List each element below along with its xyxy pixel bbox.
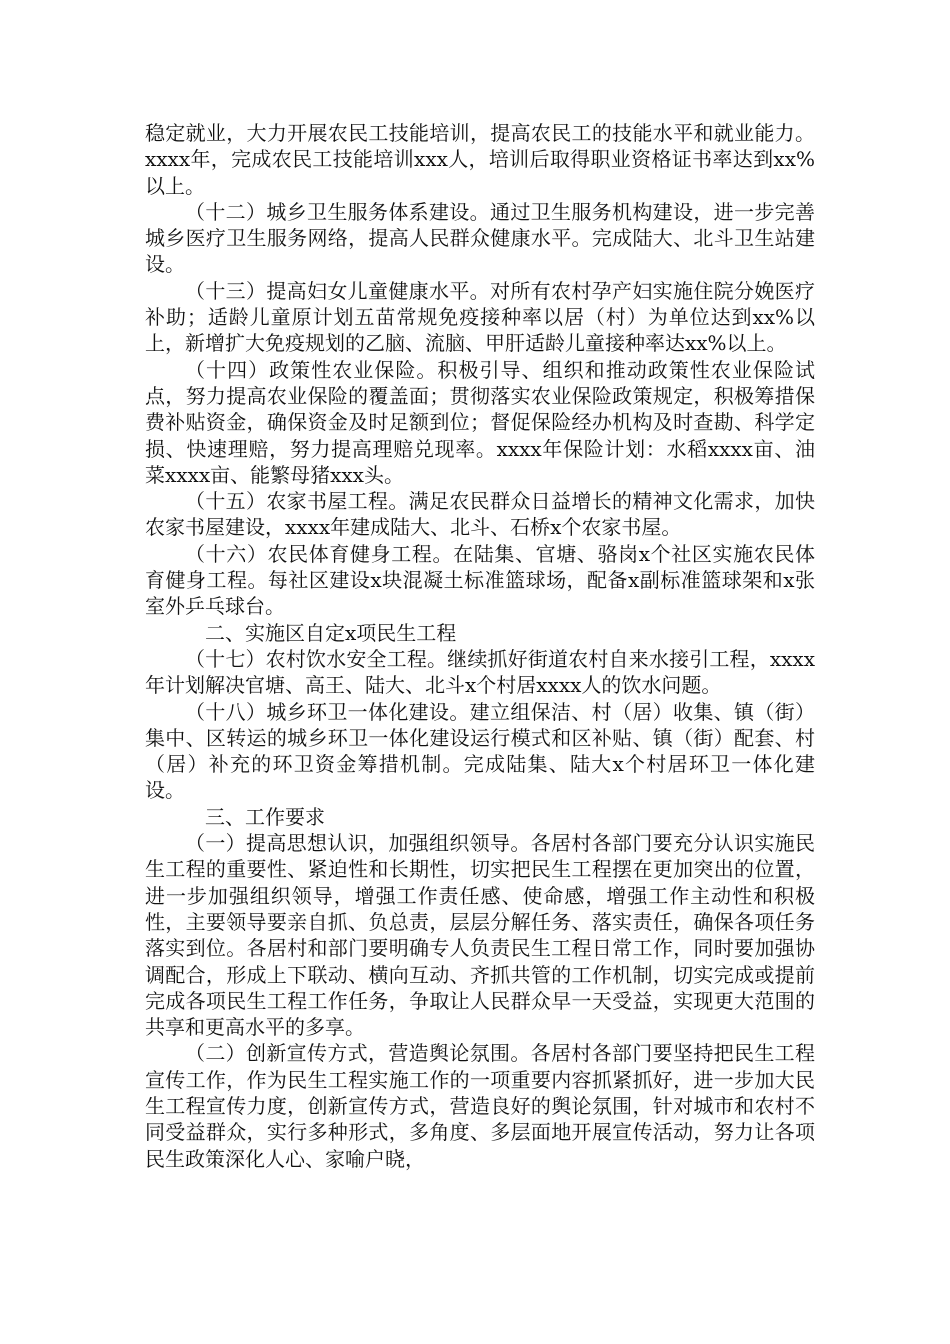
- paragraph-requirement-1: （一）提高思想认识，加强组织领导。各居村各部门要充分认识实施民生工程的重要性、紧迫性和长期性，切实把民生工程摆在更加突出的位置，进一步加强组织领导，增强工作责任感、使命感，增强工作主动性和积极性，主要领导要亲自抓、负总责，层层分解任务、落实责任，确保各项任务落实到位。各居村和部门要明确专人负责民生工程日常工作，同时要加强协调配合，形成上下联动、横向互动、齐抓共管的工作机制，切实完成或提前完成各项民生工程工作任务，争取让人民群众早一天受益，实现更大范围的共享和更高水平的多享。: [145, 831, 815, 1040]
- paragraph-item-12: （十二）城乡卫生服务体系建设。通过卫生服务机构建设，进一步完善城乡医疗卫生服务网络，提高人民群众健康水平。完成陆大、北斗卫生站建设。: [145, 199, 815, 277]
- section-heading-2: 二、实施区自定x项民生工程: [205, 620, 457, 645]
- section-heading-3: 三、工作要求: [205, 804, 325, 829]
- paragraph-item-13: （十三）提高妇女儿童健康水平。对所有农村孕产妇实施住院分娩医疗补助；适龄儿童原计划五苗常规免疫接种率以居（村）为单位达到xx%以上，新增扩大免疫规划的乙脑、流脑、甲肝适龄儿童接种率达xx%以上。: [145, 278, 815, 356]
- paragraph-item-18: （十八）城乡环卫一体化建设。建立组保洁、村（居）收集、镇（街）集中、区转运的城乡环卫一体化建设运行模式和区补贴、镇（街）配套、村（居）补充的环卫资金筹措机制。完成陆集、陆大x个村居环卫一体化建设。: [145, 699, 815, 803]
- paragraph-item-16: （十六）农民体育健身工程。在陆集、官塘、骆岗x个社区实施农民体育健身工程。每社区建设x块混凝土标准篮球场，配备x副标准篮球架和x张室外乒乓球台。: [145, 541, 815, 619]
- paragraph-item-15: （十五）农家书屋工程。满足农民群众日益增长的精神文化需求，加快农家书屋建设，xxxx年建成陆大、北斗、石桥x个农家书屋。: [145, 489, 815, 540]
- paragraph-requirement-2: （二）创新宣传方式，营造舆论氛围。各居村各部门要坚持把民生工程宣传工作，作为民生工程实施工作的一项重要内容抓紧抓好，进一步加大民生工程宣传力度，创新宣传方式，营造良好的舆论氛围，针对城市和农村不同受益群众，实行多种形式，多角度、多层面地开展宣传活动，努力让各项民生政策深化人心、家喻户晓，: [145, 1041, 815, 1171]
- paragraph-continuation: 稳定就业，大力开展农民工技能培训，提高农民工的技能水平和就业能力。xxxx年，完成农民工技能培训xxx人，培训后取得职业资格证书率达到xx%以上。: [145, 121, 815, 198]
- document-body: [145, 120, 815, 1172]
- paragraph-item-17: （十七）农村饮水安全工程。继续抓好街道农村自来水接引工程，xxxx年计划解决官塘、高王、陆大、北斗x个村居xxxx人的饮水问题。: [145, 646, 815, 698]
- paragraph-item-14: （十四）政策性农业保险。积极引导、组织和推动政策性农业保险试点，努力提高农业保险的覆盖面；贯彻落实农业保险政策规定，积极筹措保费补贴资金，确保资金及时足额到位；督促保险经办机构及时查勘、科学定损、快速理赔，努力提高理赔兑现率。xxxx年保险计划：水稻xxxx亩、油菜xxxx亩、能繁母猪xxx头。: [145, 357, 815, 487]
